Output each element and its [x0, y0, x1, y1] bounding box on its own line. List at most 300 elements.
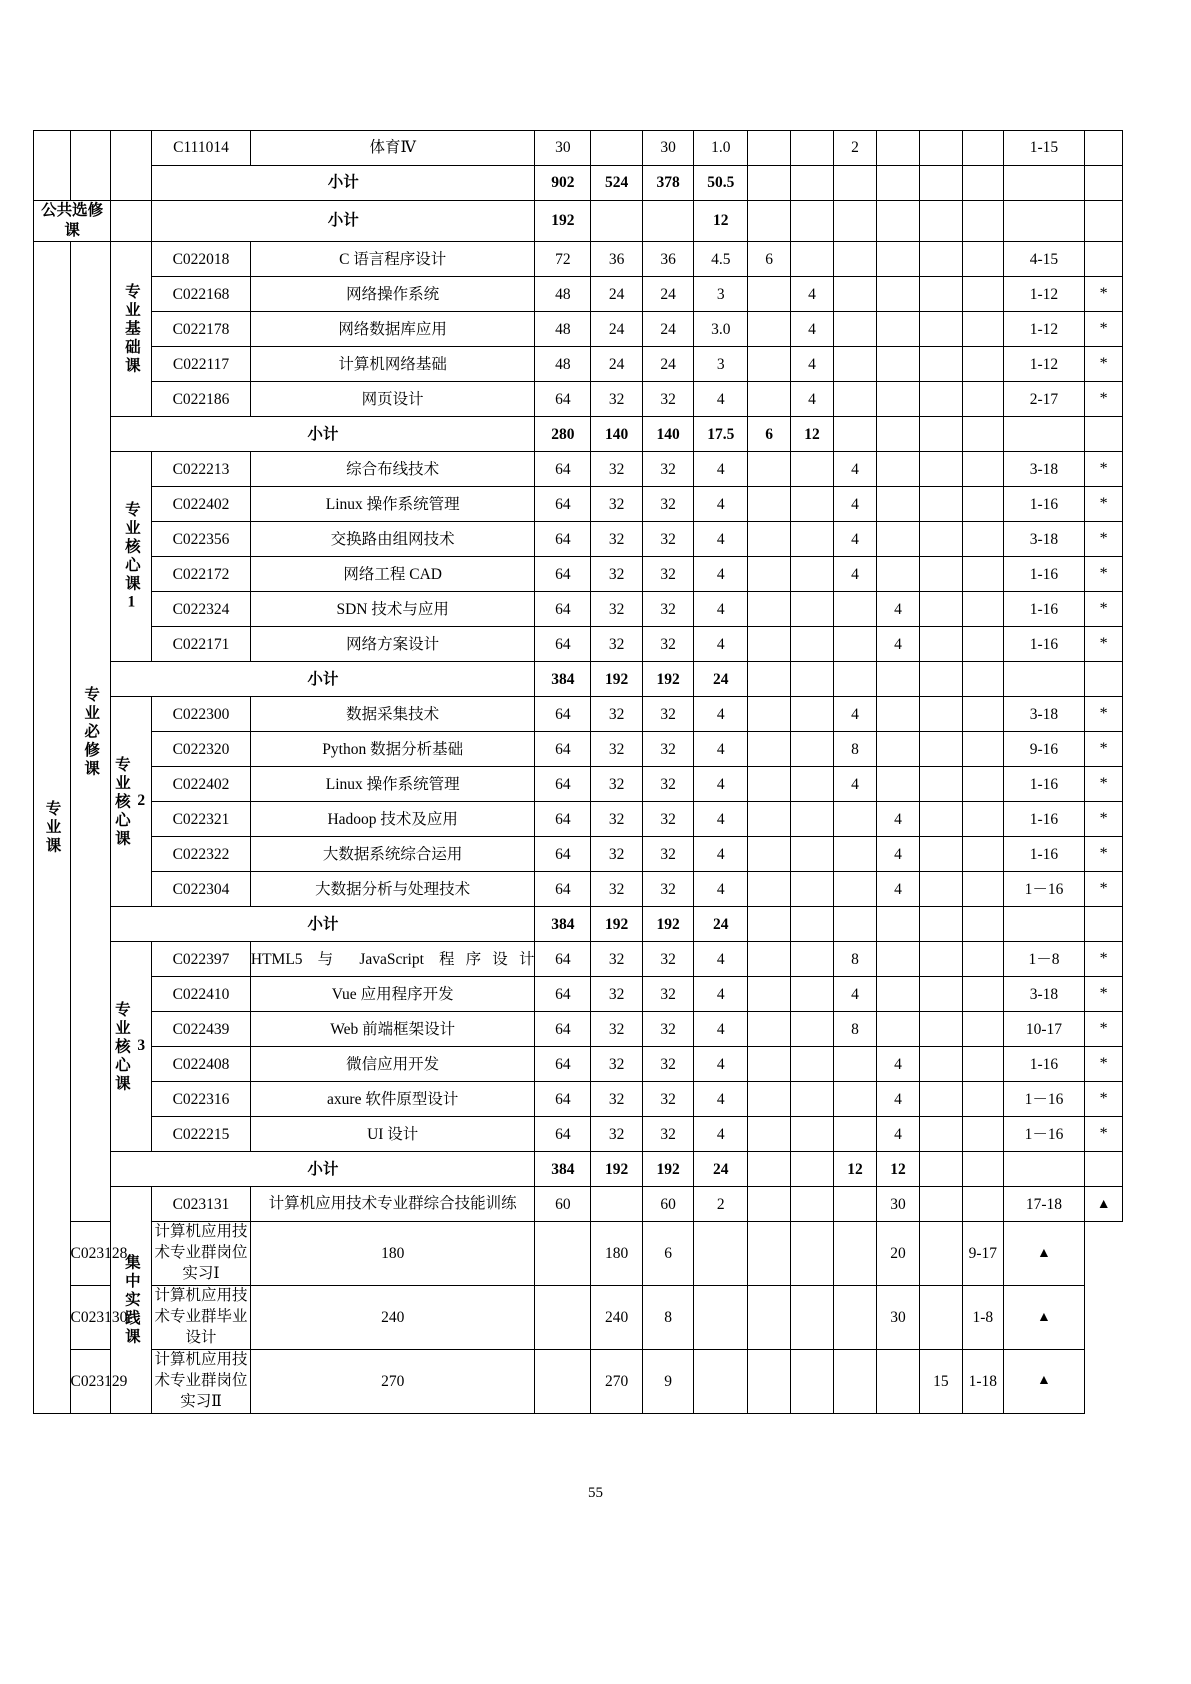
semester-4 — [876, 487, 919, 522]
mark — [1085, 131, 1123, 166]
semester-1 — [748, 1117, 791, 1152]
semester-2: 4 — [791, 312, 834, 347]
semester-2 — [791, 1047, 834, 1082]
total-hours: 64 — [535, 732, 591, 767]
total-hours: 64 — [535, 382, 591, 417]
table-row — [34, 242, 1123, 277]
semester-2 — [791, 732, 834, 767]
table-row — [34, 557, 1123, 592]
semester-5: 30 — [876, 1286, 919, 1350]
semester-2: 4 — [791, 347, 834, 382]
course-name: UI 设计 — [250, 1117, 535, 1152]
theory-hours: 32 — [591, 452, 643, 487]
course-code: C022018 — [152, 242, 251, 277]
weeks: 1-12 — [1003, 347, 1085, 382]
category-major-core-2 — [111, 697, 152, 907]
semester-4 — [876, 977, 919, 1012]
credit: 6 — [642, 1222, 694, 1286]
course-code: C022324 — [152, 592, 251, 627]
mark: * — [1085, 557, 1123, 592]
semester-1 — [748, 201, 791, 242]
semester-3: 4 — [834, 487, 877, 522]
practice-hours: 32 — [642, 452, 694, 487]
theory-hours — [535, 1286, 591, 1350]
mark: * — [1085, 382, 1123, 417]
weeks — [1003, 662, 1085, 697]
semester-3 — [834, 312, 877, 347]
semester-3 — [834, 166, 877, 201]
semester-6 — [962, 557, 1003, 592]
semester-2 — [791, 487, 834, 522]
weeks: 1-12 — [1003, 277, 1085, 312]
credit: 4 — [694, 872, 748, 907]
mark: ▲ — [1003, 1286, 1085, 1350]
total-hours: 64 — [535, 872, 591, 907]
course-name: Python 数据分析基础 — [250, 732, 535, 767]
semester-1 — [748, 277, 791, 312]
course-code: C022168 — [152, 277, 251, 312]
theory-hours: 32 — [591, 732, 643, 767]
weeks: 3-18 — [1003, 452, 1085, 487]
weeks: 1－16 — [1003, 872, 1085, 907]
mark: * — [1085, 837, 1123, 872]
theory-hours: 32 — [591, 697, 643, 732]
category-empty-cell-4 — [111, 201, 152, 242]
table-row — [34, 592, 1123, 627]
semester-3: 12 — [834, 1152, 877, 1187]
course-name: 网络工程 CAD — [250, 557, 535, 592]
semester-6 — [962, 592, 1003, 627]
course-code: C022316 — [152, 1082, 251, 1117]
theory-hours: 32 — [591, 627, 643, 662]
practice-hours: 24 — [642, 347, 694, 382]
weeks: 1-16 — [1003, 767, 1085, 802]
semester-1 — [694, 1286, 748, 1350]
category-intensive-practice-label: 集中实践课 — [122, 1253, 140, 1347]
semester-3 — [834, 837, 877, 872]
semester-6: 15 — [919, 1349, 962, 1413]
table-row — [34, 312, 1123, 347]
credit: 4 — [694, 592, 748, 627]
semester-3 — [834, 277, 877, 312]
mark — [1085, 201, 1123, 242]
total-hours: 64 — [535, 767, 591, 802]
total-hours: 64 — [535, 942, 591, 977]
mark: * — [1085, 942, 1123, 977]
category-major-core-1-label: 专业核心课1 — [122, 500, 140, 614]
semester-5 — [919, 1117, 962, 1152]
course-code: C022172 — [152, 557, 251, 592]
semester-4: 12 — [876, 1152, 919, 1187]
semester-3: 4 — [834, 522, 877, 557]
mark: * — [1085, 767, 1123, 802]
semester-2 — [791, 872, 834, 907]
category-major-required — [70, 242, 111, 1222]
semester-2 — [791, 977, 834, 1012]
semester-5 — [919, 907, 962, 942]
theory-hours — [535, 1222, 591, 1286]
semester-4: 4 — [876, 1082, 919, 1117]
semester-4 — [876, 417, 919, 452]
semester-5 — [876, 1349, 919, 1413]
table-row — [34, 802, 1123, 837]
semester-4 — [876, 131, 919, 166]
course-name: 网页设计 — [250, 382, 535, 417]
weeks: 1-16 — [1003, 557, 1085, 592]
credit: 4 — [694, 697, 748, 732]
weeks — [1003, 166, 1085, 201]
total-hours: 64 — [535, 1012, 591, 1047]
table-row — [34, 732, 1123, 767]
subtotal-label: 小计 — [111, 907, 535, 942]
course-name: 计算机应用技术专业群毕业设计 — [152, 1286, 251, 1350]
practice-hours: 140 — [642, 417, 694, 452]
semester-6 — [962, 522, 1003, 557]
semester-3 — [834, 802, 877, 837]
total-hours: 902 — [535, 166, 591, 201]
mark: * — [1085, 697, 1123, 732]
category-major-basic — [111, 242, 152, 417]
mark: * — [1085, 1117, 1123, 1152]
semester-6 — [962, 452, 1003, 487]
semester-4: 4 — [876, 872, 919, 907]
total-hours: 64 — [535, 452, 591, 487]
weeks: 1－16 — [1003, 1117, 1085, 1152]
semester-4 — [876, 662, 919, 697]
semester-6 — [962, 347, 1003, 382]
semester-1 — [748, 522, 791, 557]
total-hours: 64 — [535, 627, 591, 662]
course-name: SDN 技术与应用 — [250, 592, 535, 627]
credit: 4 — [694, 732, 748, 767]
semester-2 — [791, 592, 834, 627]
category-empty-cell-3 — [111, 131, 152, 201]
course-name: 网络方案设计 — [250, 627, 535, 662]
weeks: 1-16 — [1003, 627, 1085, 662]
theory-hours: 32 — [591, 837, 643, 872]
table-row — [34, 1222, 1123, 1286]
total-hours: 384 — [535, 662, 591, 697]
semester-6 — [962, 1012, 1003, 1047]
table-row-subtotal — [34, 417, 1123, 452]
theory-hours: 32 — [591, 382, 643, 417]
course-code: C111014 — [152, 131, 251, 166]
semester-1 — [748, 767, 791, 802]
course-name: 微信应用开发 — [250, 1047, 535, 1082]
credit: 17.5 — [694, 417, 748, 452]
semester-6 — [962, 1152, 1003, 1187]
theory-hours: 32 — [591, 557, 643, 592]
semester-6 — [962, 907, 1003, 942]
category-empty-cell-1 — [34, 131, 71, 201]
course-code: C023131 — [152, 1187, 251, 1222]
total-hours: 64 — [535, 592, 591, 627]
credit: 4 — [694, 977, 748, 1012]
total-hours: 384 — [535, 1152, 591, 1187]
table-row — [34, 1047, 1123, 1082]
semester-5 — [919, 767, 962, 802]
table-row — [34, 1012, 1123, 1047]
total-hours: 60 — [535, 1187, 591, 1222]
mark: * — [1085, 732, 1123, 767]
credit: 24 — [694, 907, 748, 942]
course-code: C023129 — [70, 1349, 111, 1413]
credit: 3 — [694, 347, 748, 382]
weeks — [1003, 201, 1085, 242]
semester-2 — [791, 166, 834, 201]
semester-5 — [919, 872, 962, 907]
semester-5 — [919, 277, 962, 312]
semester-6 — [919, 1286, 962, 1350]
semester-1 — [694, 1222, 748, 1286]
theory-hours — [591, 1187, 643, 1222]
practice-hours: 32 — [642, 977, 694, 1012]
course-name: 数据采集技术 — [250, 697, 535, 732]
weeks: 1-16 — [1003, 1047, 1085, 1082]
semester-6 — [962, 697, 1003, 732]
semester-3: 4 — [834, 557, 877, 592]
semester-2 — [791, 907, 834, 942]
semester-2 — [791, 1082, 834, 1117]
total-hours: 64 — [535, 522, 591, 557]
practice-hours: 30 — [642, 131, 694, 166]
practice-hours: 32 — [642, 627, 694, 662]
course-code: C022320 — [152, 732, 251, 767]
credit: 9 — [642, 1349, 694, 1413]
total-hours: 64 — [535, 1082, 591, 1117]
course-code: C022322 — [152, 837, 251, 872]
practice-hours: 32 — [642, 1082, 694, 1117]
course-code: C022356 — [152, 522, 251, 557]
semester-4 — [876, 452, 919, 487]
mark — [1085, 662, 1123, 697]
course-code: C022171 — [152, 627, 251, 662]
credit: 4.5 — [694, 242, 748, 277]
total-hours: 384 — [535, 907, 591, 942]
semester-3 — [834, 1117, 877, 1152]
total-hours: 64 — [535, 1117, 591, 1152]
table-row-subtotal — [34, 1152, 1123, 1187]
practice-hours: 32 — [642, 697, 694, 732]
semester-2 — [791, 837, 834, 872]
practice-hours: 32 — [642, 487, 694, 522]
category-major-core-1 — [111, 452, 152, 662]
page-number: 55 — [588, 1485, 603, 1501]
practice-hours: 32 — [642, 1012, 694, 1047]
course-name: 交换路由组网技术 — [250, 522, 535, 557]
semester-1 — [748, 872, 791, 907]
course-name: Hadoop 技术及应用 — [250, 802, 535, 837]
course-code: C022402 — [152, 767, 251, 802]
weeks: 1-16 — [1003, 802, 1085, 837]
semester-3 — [834, 627, 877, 662]
semester-3 — [834, 907, 877, 942]
semester-3 — [791, 1222, 834, 1286]
table-row — [34, 452, 1123, 487]
mark: * — [1085, 627, 1123, 662]
table-row — [34, 837, 1123, 872]
semester-3: 2 — [834, 131, 877, 166]
practice-hours: 180 — [591, 1222, 643, 1286]
theory-hours — [591, 201, 643, 242]
semester-6 — [962, 837, 1003, 872]
semester-6 — [962, 201, 1003, 242]
practice-hours: 270 — [591, 1349, 643, 1413]
semester-1 — [748, 1187, 791, 1222]
semester-2 — [791, 1152, 834, 1187]
mark — [1085, 166, 1123, 201]
practice-hours: 32 — [642, 767, 694, 802]
semester-5 — [919, 452, 962, 487]
semester-3 — [834, 347, 877, 382]
semester-6 — [962, 242, 1003, 277]
category-major-basic-label: 专业基础课 — [122, 283, 140, 376]
weeks: 1-16 — [1003, 487, 1085, 522]
semester-6 — [962, 732, 1003, 767]
credit: 4 — [694, 557, 748, 592]
semester-5 — [919, 1047, 962, 1082]
credit: 1.0 — [694, 131, 748, 166]
course-name: 大数据系统综合运用 — [250, 837, 535, 872]
weeks: 10-17 — [1003, 1012, 1085, 1047]
theory-hours: 192 — [591, 662, 643, 697]
semester-2 — [791, 131, 834, 166]
course-code: C022402 — [152, 487, 251, 522]
semester-2 — [791, 522, 834, 557]
theory-hours: 32 — [591, 1082, 643, 1117]
weeks — [1003, 907, 1085, 942]
semester-3 — [834, 592, 877, 627]
credit: 4 — [694, 1082, 748, 1117]
semester-4: 4 — [876, 802, 919, 837]
theory-hours: 32 — [591, 1047, 643, 1082]
semester-1 — [748, 697, 791, 732]
semester-2 — [791, 662, 834, 697]
weeks — [1003, 417, 1085, 452]
practice-hours: 32 — [642, 837, 694, 872]
credit: 4 — [694, 767, 748, 802]
semester-4 — [876, 942, 919, 977]
semester-4 — [834, 1286, 877, 1350]
semester-3 — [834, 662, 877, 697]
total-hours: 192 — [535, 201, 591, 242]
theory-hours — [535, 1349, 591, 1413]
semester-5 — [919, 557, 962, 592]
course-name: C 语言程序设计 — [250, 242, 535, 277]
semester-5 — [919, 837, 962, 872]
semester-5 — [919, 802, 962, 837]
semester-5 — [919, 487, 962, 522]
semester-1 — [748, 382, 791, 417]
table-row-subtotal — [34, 201, 1123, 242]
total-hours: 72 — [535, 242, 591, 277]
course-name: 网络数据库应用 — [250, 312, 535, 347]
mark: ▲ — [1003, 1222, 1085, 1286]
semester-3: 4 — [834, 767, 877, 802]
weeks: 1-18 — [962, 1349, 1003, 1413]
semester-5: 20 — [876, 1222, 919, 1286]
course-name: Web 前端框架设计 — [250, 1012, 535, 1047]
table-row — [34, 131, 1123, 166]
category-major-core-3-number: 3 — [132, 1036, 150, 1057]
semester-2 — [791, 201, 834, 242]
semester-2: 4 — [791, 382, 834, 417]
theory-hours: 140 — [591, 417, 643, 452]
category-major-core-2-number: 2 — [132, 791, 150, 812]
semester-3: 4 — [834, 697, 877, 732]
weeks: 3-18 — [1003, 977, 1085, 1012]
semester-2 — [791, 942, 834, 977]
theory-hours: 192 — [591, 1152, 643, 1187]
total-hours: 64 — [535, 557, 591, 592]
course-name: HTML5 与 JavaScript 程序设计 — [250, 942, 535, 977]
semester-5 — [919, 627, 962, 662]
semester-3: 8 — [834, 942, 877, 977]
table-row-subtotal — [34, 907, 1123, 942]
mark: * — [1085, 1047, 1123, 1082]
course-name: Linux 操作系统管理 — [250, 767, 535, 802]
course-code: C022215 — [152, 1117, 251, 1152]
semester-3 — [834, 242, 877, 277]
table-row — [34, 382, 1123, 417]
semester-6 — [962, 977, 1003, 1012]
weeks: 1－8 — [1003, 942, 1085, 977]
semester-6 — [962, 382, 1003, 417]
semester-5 — [919, 201, 962, 242]
course-code: C022300 — [152, 697, 251, 732]
semester-5 — [919, 347, 962, 382]
semester-3: 8 — [834, 1012, 877, 1047]
table-row — [34, 872, 1123, 907]
table-row — [34, 487, 1123, 522]
semester-6 — [962, 872, 1003, 907]
semester-1 — [748, 627, 791, 662]
course-name: 计算机应用技术专业群岗位实习Ⅰ — [152, 1222, 251, 1286]
table-row — [34, 767, 1123, 802]
semester-5 — [919, 1187, 962, 1222]
practice-hours: 32 — [642, 732, 694, 767]
theory-hours: 24 — [591, 312, 643, 347]
weeks: 1-12 — [1003, 312, 1085, 347]
weeks: 1-15 — [1003, 131, 1085, 166]
semester-1 — [748, 312, 791, 347]
weeks: 17-18 — [1003, 1187, 1085, 1222]
semester-3 — [834, 1082, 877, 1117]
semester-1 — [748, 1047, 791, 1082]
semester-4 — [876, 382, 919, 417]
table-row — [34, 347, 1123, 382]
table-row — [34, 1187, 1123, 1222]
semester-5 — [919, 977, 962, 1012]
semester-1 — [748, 837, 791, 872]
semester-6 — [962, 627, 1003, 662]
course-code: C023130 — [70, 1286, 111, 1350]
semester-6 — [962, 131, 1003, 166]
semester-1 — [748, 487, 791, 522]
table-row — [34, 1082, 1123, 1117]
theory-hours: 32 — [591, 1117, 643, 1152]
semester-6 — [919, 1222, 962, 1286]
course-code: C022213 — [152, 452, 251, 487]
total-hours: 30 — [535, 131, 591, 166]
semester-6 — [962, 942, 1003, 977]
theory-hours: 32 — [591, 802, 643, 837]
total-hours: 48 — [535, 277, 591, 312]
semester-6 — [962, 166, 1003, 201]
credit: 3.0 — [694, 312, 748, 347]
total-hours: 240 — [250, 1286, 535, 1350]
theory-hours: 32 — [591, 487, 643, 522]
